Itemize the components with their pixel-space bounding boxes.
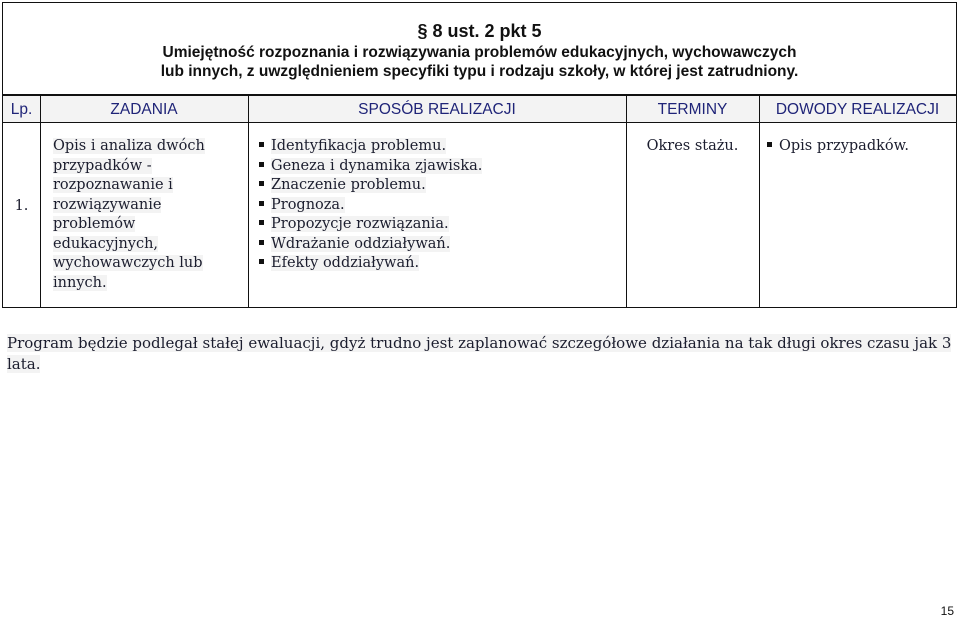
section-title bbox=[3, 43, 956, 81]
term-cell: Okres stażu. bbox=[646, 138, 739, 154]
evaluation-note-text: Program będzie podlegał stałej ewaluacji, gdyż trudno jest zaplanować szczegółowe działania na tak długi okres czasu jak 3 lata. bbox=[7, 334, 952, 373]
column-header-method: SPOSÓB REALIZACJI bbox=[358, 101, 516, 118]
list-item: Geneza i dynamika zjawiska. bbox=[259, 157, 482, 177]
bullet-square-icon bbox=[259, 201, 264, 206]
section-title-line-1: Umiejętność rozpoznania i rozwiązywania problemów edukacyjnych, wychowawczych bbox=[162, 44, 797, 61]
list-item: Wdrażanie oddziaływań. bbox=[259, 235, 482, 255]
list-item: Prognoza. bbox=[259, 196, 482, 216]
list-item: Znaczenie problemu. bbox=[259, 176, 482, 196]
table-header-row bbox=[3, 96, 956, 123]
task-description bbox=[53, 137, 237, 293]
page-number: 15 bbox=[940, 604, 954, 618]
bullet-square-icon bbox=[259, 259, 264, 264]
bullet-square-icon bbox=[259, 162, 264, 167]
list-item: Identyfikacja problemu. bbox=[259, 137, 482, 157]
row-number: 1. bbox=[14, 198, 29, 214]
evaluation-note bbox=[7, 333, 957, 375]
method-list bbox=[259, 137, 482, 274]
section-header-box bbox=[2, 2, 957, 95]
task-description-text: Opis i analiza dwóch przypadków - rozpoznawanie i rozwiązywanie problemów edukacyjnych, wychowawczych lub innych. bbox=[53, 138, 205, 291]
column-header-evidence: DOWODY REALIZACJI bbox=[775, 101, 940, 118]
column-header-lp: Lp. bbox=[10, 101, 33, 118]
list-item: Propozycje rozwiązania. bbox=[259, 215, 482, 235]
column-header-terms: TERMINY bbox=[657, 101, 728, 118]
list-item: Efekty oddziaływań. bbox=[259, 254, 482, 274]
column-header-tasks: ZADANIA bbox=[110, 101, 178, 118]
evidence-cell bbox=[767, 137, 909, 157]
bullet-square-icon bbox=[259, 220, 264, 225]
column-divider bbox=[626, 96, 627, 307]
bullet-square-icon bbox=[259, 142, 264, 147]
tasks-table bbox=[2, 95, 957, 308]
column-divider bbox=[759, 96, 760, 307]
bullet-square-icon bbox=[259, 181, 264, 186]
bullet-square-icon bbox=[259, 240, 264, 245]
bullet-square-icon bbox=[767, 142, 772, 147]
evidence-text: Opis przypadków. bbox=[779, 138, 909, 154]
section-title-line-2: lub innych, z uwzględnieniem specyfiki typu i rodzaju szkoły, w której jest zatrudniony. bbox=[160, 63, 799, 80]
column-divider bbox=[40, 96, 41, 307]
section-reference: § 8 ust. 2 pkt 5 bbox=[417, 21, 542, 41]
column-divider bbox=[248, 96, 249, 307]
